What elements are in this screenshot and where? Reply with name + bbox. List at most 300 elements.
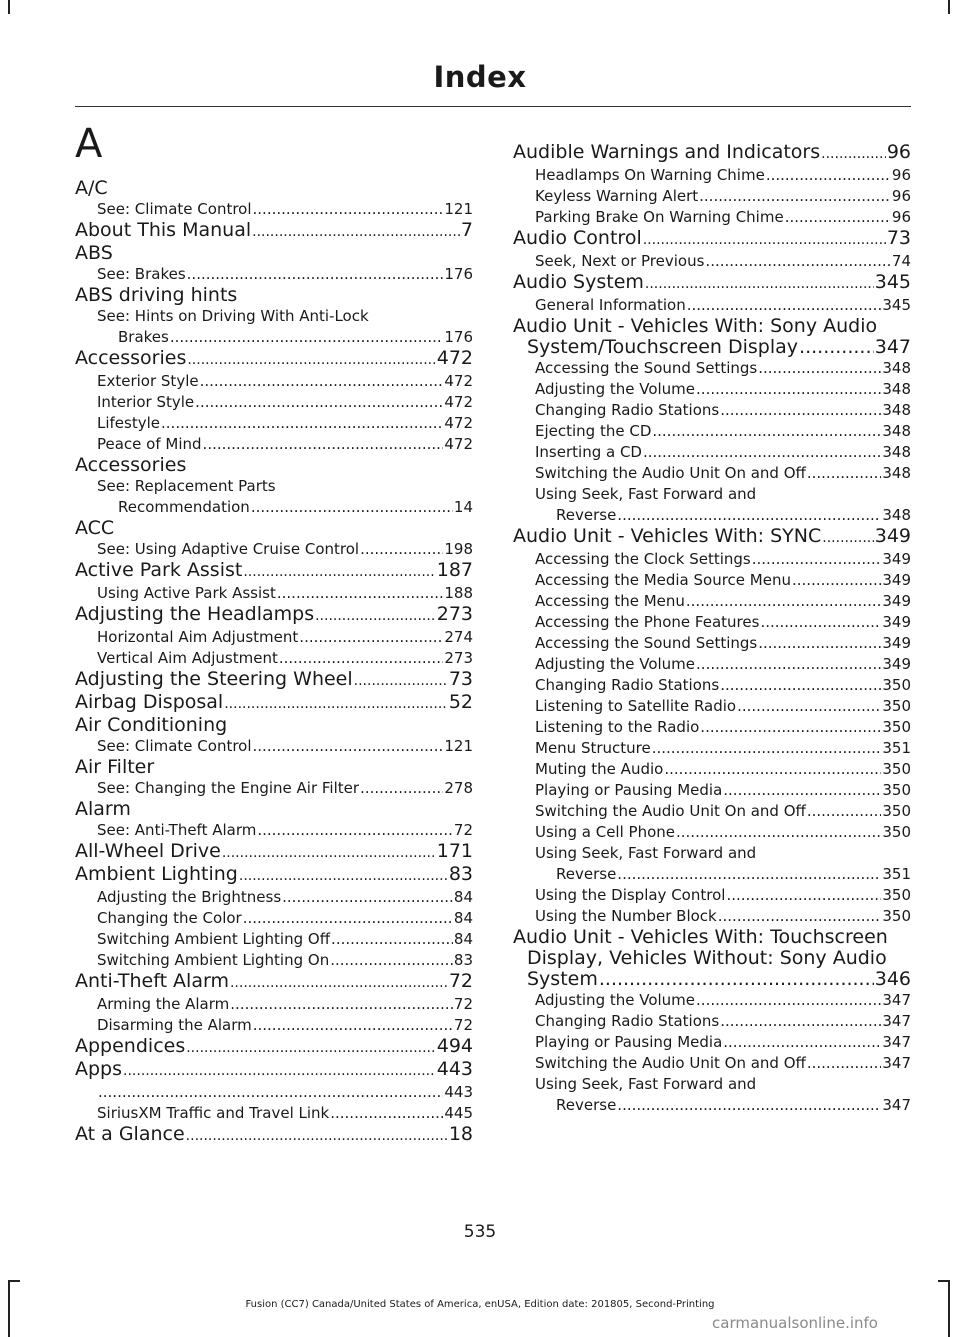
index-entry-page: 349 — [882, 655, 911, 673]
dot-leader — [253, 199, 444, 220]
dot-leader — [239, 866, 448, 887]
index-entry-title: Inserting a CD — [535, 443, 642, 461]
index-entry-title: Reverse — [556, 1096, 617, 1114]
index-entry-page: 176 — [444, 328, 473, 346]
index-entry-page: 171 — [436, 840, 473, 862]
index-entry-page: 349 — [882, 613, 911, 631]
dot-leader — [766, 165, 891, 186]
index-entry-heading: Air Conditioning — [75, 714, 228, 736]
index-entry — [513, 801, 911, 822]
index-entry — [75, 950, 473, 971]
index-entry — [513, 526, 911, 549]
index-entry-title: At a Glance — [75, 1123, 185, 1145]
index-entry-title: System/Touchscreen Display — [527, 336, 799, 358]
index-entry-page: 349 — [882, 550, 911, 568]
dot-leader — [696, 990, 881, 1011]
index-entry-page: 350 — [882, 781, 911, 799]
index-entry-title: Accessing the Phone Features — [535, 613, 760, 631]
dot-leader — [664, 759, 881, 780]
index-entry-page: 349 — [874, 525, 911, 547]
dot-leader — [807, 801, 882, 822]
index-entry-heading: Using Seek, Fast Forward and — [535, 1075, 757, 1093]
index-entry-page: 7 — [460, 219, 473, 241]
index-entry — [513, 864, 911, 885]
index-entry-page: 187 — [436, 559, 473, 581]
index-entry-title: Parking Brake On Warning Chime — [535, 208, 784, 226]
index-entry — [513, 251, 911, 272]
edition-footer: Fusion (CC7) Canada/United States of America, enUSA, Edition date: 201805, Second-Printing — [245, 1299, 715, 1310]
index-entry-title: Reverse — [556, 865, 617, 883]
index-entry-title: Vertical Aim Adjustment — [97, 649, 278, 667]
index-entry-title: Adjusting the Brightness — [97, 888, 282, 906]
index-entry — [513, 654, 911, 675]
index-entry-title: Adjusting the Steering Wheel — [75, 668, 353, 690]
index-entry-heading: Accessories — [75, 454, 187, 476]
index-entry — [513, 1053, 911, 1074]
dot-leader — [222, 843, 436, 864]
index-entry-heading: Audio Unit - Vehicles With: Sony Audio — [513, 315, 878, 337]
index-entry-title: Accessing the Menu — [535, 592, 685, 610]
index-entry — [75, 327, 473, 348]
index-entry — [75, 908, 473, 929]
dot-leader — [696, 379, 881, 400]
dot-leader — [617, 1095, 881, 1116]
dot-leader — [687, 295, 882, 316]
index-entry-page: 349 — [882, 634, 911, 652]
dot-leader — [758, 358, 881, 379]
index-entry-page: 345 — [882, 296, 911, 314]
dot-leader — [243, 908, 453, 929]
index-entry-title: Anti-Theft Alarm — [75, 970, 229, 992]
index-entry — [513, 738, 911, 759]
index-entry — [75, 539, 473, 560]
index-entry-title: Audio System — [513, 271, 644, 293]
index-entry-page: 472 — [444, 372, 473, 390]
watermark: carmanualsonline.info — [712, 1314, 878, 1332]
dot-leader — [230, 994, 453, 1015]
dot-leader — [186, 1126, 448, 1147]
index-entry-page: 96 — [886, 141, 911, 163]
dot-leader — [699, 186, 891, 207]
dot-leader — [807, 463, 882, 484]
index-entry-title: Listening to the Radio — [535, 718, 700, 736]
index-entry-title: Accessing the Sound Settings — [535, 359, 758, 377]
index-entry-page: 14 — [453, 498, 473, 516]
crop-mark-top-left — [8, 0, 10, 14]
index-entry-title: Peace of Mind — [97, 435, 202, 453]
index-entry — [75, 497, 473, 518]
dot-leader — [161, 413, 443, 434]
index-entry-title: All-Wheel Drive — [75, 840, 221, 862]
index-entry-title: Audible Warnings and Indicators — [513, 141, 821, 163]
index-entry-page: 83 — [453, 951, 473, 969]
dot-leader — [705, 251, 890, 272]
index-entry-page: 347 — [882, 991, 911, 1009]
index-entry — [513, 1095, 911, 1116]
index-entry-title: See: Climate Control — [97, 200, 252, 218]
index-entry-page: 350 — [882, 907, 911, 925]
index-entry — [75, 669, 473, 692]
index-entry-page: 347 — [882, 1096, 911, 1114]
index-entry-title: Horizontal Aim Adjustment — [97, 628, 299, 646]
index-entry — [513, 186, 911, 207]
index-entry-page: 351 — [882, 865, 911, 883]
crop-mark-top-right — [948, 0, 950, 14]
index-entry-page: 347 — [882, 1012, 911, 1030]
index-entry — [513, 591, 911, 612]
index-entry — [75, 778, 473, 799]
index-entry-title: Keyless Warning Alert — [535, 187, 699, 205]
dot-leader — [331, 929, 453, 950]
dot-leader — [279, 648, 444, 669]
dot-leader — [98, 1082, 443, 1103]
page-title: Index — [433, 60, 527, 94]
index-entry-page: 348 — [882, 380, 911, 398]
dot-leader — [253, 736, 444, 757]
index-entry-page: 84 — [453, 930, 473, 948]
index-entry-title: Using the Number Block — [535, 907, 717, 925]
index-entry — [513, 337, 911, 358]
index-entry-title: Switching Ambient Lighting Off — [97, 930, 331, 948]
dot-leader — [224, 694, 448, 715]
index-entry-page: 72 — [453, 1016, 473, 1034]
dot-leader — [360, 778, 443, 799]
dot-leader — [652, 738, 882, 759]
index-entry-title: See: Climate Control — [97, 737, 252, 755]
index-entry-page: 18 — [448, 1123, 473, 1145]
dot-leader — [821, 144, 886, 165]
index-entry-page: 348 — [882, 443, 911, 461]
index-entry-heading: A/C — [75, 177, 108, 199]
index-entry-title: Muting the Audio — [535, 760, 664, 778]
index-entry-page: 350 — [882, 823, 911, 841]
index-list-right — [513, 142, 911, 1116]
index-entry-page: 349 — [882, 592, 911, 610]
index-entry-page: 121 — [444, 737, 473, 755]
index-entry-title: Airbag Disposal — [75, 691, 224, 713]
index-entry-page: 72 — [448, 970, 473, 992]
index-entry-page: 347 — [882, 1033, 911, 1051]
index-entry — [513, 969, 911, 990]
index-entry-page: 274 — [444, 628, 473, 646]
page-number: 535 — [463, 1222, 497, 1242]
index-entry — [513, 165, 911, 186]
dot-leader — [200, 371, 444, 392]
index-entry-title: Switching Ambient Lighting On — [97, 951, 330, 969]
index-entry-page: 348 — [882, 422, 911, 440]
index-entry-page: 84 — [453, 909, 473, 927]
index-entry — [75, 1124, 473, 1147]
dot-leader — [799, 337, 874, 358]
index-entry — [513, 717, 911, 738]
index-entry — [75, 1036, 473, 1059]
index-entry — [75, 604, 473, 627]
index-entry-title: SiriusXM Traffic and Travel Link — [97, 1104, 330, 1122]
dot-leader — [251, 497, 453, 518]
index-entry-title: Ambient Lighting — [75, 863, 238, 885]
dot-leader — [299, 627, 443, 648]
index-entry — [75, 264, 473, 285]
index-entry — [513, 228, 911, 251]
index-entry — [513, 142, 911, 165]
index-entry — [75, 371, 473, 392]
index-entry — [75, 692, 473, 715]
dot-leader — [243, 562, 435, 583]
index-entry — [75, 220, 473, 243]
dot-leader — [360, 539, 443, 560]
dot-leader — [354, 671, 448, 692]
index-entry-title: See: Brakes — [97, 265, 186, 283]
index-entry — [513, 570, 911, 591]
index-entry — [513, 633, 911, 654]
index-entry-title: Playing or Pausing Media — [535, 781, 723, 799]
dot-leader — [686, 591, 881, 612]
index-entry-title: Changing Radio Stations — [535, 676, 720, 694]
dot-leader — [315, 606, 436, 627]
index-entry-heading: Using Seek, Fast Forward and — [535, 844, 757, 862]
index-entry-title: Accessing the Media Source Menu — [535, 571, 791, 589]
index-entry-title: Changing Radio Stations — [535, 401, 720, 419]
index-entry — [513, 885, 911, 906]
dot-leader — [599, 969, 874, 990]
dot-leader — [282, 887, 453, 908]
index-entry-page: 96 — [891, 166, 911, 184]
index-entry — [75, 994, 473, 1015]
dot-leader — [720, 675, 881, 696]
crop-mark-bottom-right-h — [938, 1280, 950, 1282]
index-entry-heading: ACC — [75, 517, 115, 539]
index-entry-title: Adjusting the Headlamps — [75, 603, 315, 625]
index-entry-title: Adjusting the Volume — [535, 991, 696, 1009]
index-entry-page: 83 — [448, 863, 473, 885]
index-entry-title: Recommendation — [118, 498, 250, 516]
dot-leader — [643, 442, 881, 463]
index-entry-page: 273 — [436, 603, 473, 625]
index-entry — [513, 505, 911, 526]
index-entry — [513, 780, 911, 801]
dot-leader — [123, 1061, 436, 1082]
index-entry-page: 278 — [444, 779, 473, 797]
index-entry-title: Headlamps On Warning Chime — [535, 166, 765, 184]
dot-leader — [676, 822, 881, 843]
index-entry-page: 348 — [882, 464, 911, 482]
index-entry-page: 188 — [444, 584, 473, 602]
index-entry-page: 73 — [886, 227, 911, 249]
index-entry-heading: Display, Vehicles Without: Sony Audio — [527, 947, 887, 969]
index-entry-title: Accessing the Clock Settings — [535, 550, 751, 568]
index-entry — [75, 392, 473, 413]
index-entry-page: 72 — [453, 821, 473, 839]
index-entry-title: General Information — [535, 296, 686, 314]
index-column-left — [75, 118, 473, 1147]
dot-leader — [723, 1032, 881, 1053]
index-entry-title: Audio Unit - Vehicles With: SYNC — [513, 525, 822, 547]
index-entry-page: 472 — [444, 435, 473, 453]
dot-leader — [807, 1053, 882, 1074]
index-entry — [75, 583, 473, 604]
index-column-right — [513, 118, 911, 1116]
index-entry-page: 350 — [882, 697, 911, 715]
index-entry-page: 347 — [874, 336, 911, 358]
index-entry-page: 121 — [444, 200, 473, 218]
index-entry-page: 443 — [444, 1083, 473, 1101]
index-entry-page: 73 — [448, 668, 473, 690]
index-entry — [513, 822, 911, 843]
index-entry — [75, 1082, 473, 1103]
index-entry-title: Arming the Alarm — [97, 995, 230, 1013]
index-entry-title: Changing the Color — [97, 909, 242, 927]
index-entry-page: 350 — [882, 718, 911, 736]
index-entry-page: 84 — [453, 888, 473, 906]
index-entry-heading: See: Hints on Driving With Anti-Lock — [97, 307, 369, 325]
index-entry — [75, 434, 473, 455]
index-entry-page: 351 — [882, 739, 911, 757]
dot-leader — [785, 207, 891, 228]
index-entry-title: Using a Cell Phone — [535, 823, 675, 841]
index-entry — [75, 1059, 473, 1082]
index-entry-page: 176 — [444, 265, 473, 283]
index-entry-title: Ejecting the CD — [535, 422, 652, 440]
index-entry-title: Changing Radio Stations — [535, 1012, 720, 1030]
index-entry-heading: ABS — [75, 242, 113, 264]
index-entry-page: 273 — [444, 649, 473, 667]
index-entry — [513, 549, 911, 570]
index-entry-page: 443 — [436, 1058, 473, 1080]
index-entry-title: Using the Display Control — [535, 886, 726, 904]
dot-leader — [720, 1011, 881, 1032]
index-entry-title: Lifestyle — [97, 414, 161, 432]
dot-leader — [718, 906, 882, 927]
index-entry-title: Accessing the Sound Settings — [535, 634, 758, 652]
index-entry-page: 350 — [882, 760, 911, 778]
index-entry-page: 494 — [436, 1035, 473, 1057]
index-entry — [75, 864, 473, 887]
dot-leader — [752, 549, 882, 570]
index-entry — [513, 612, 911, 633]
index-entry — [513, 759, 911, 780]
index-entry-title: System — [527, 968, 598, 990]
dot-leader — [253, 1015, 453, 1036]
index-entry — [75, 820, 473, 841]
index-entry-title: Exterior Style — [97, 372, 199, 390]
index-list-left — [75, 178, 473, 1147]
index-entry — [513, 990, 911, 1011]
dot-leader — [700, 717, 881, 738]
index-entry-title: Disarming the Alarm — [97, 1016, 252, 1034]
dot-leader — [758, 633, 881, 654]
index-entry-title: Appendices — [75, 1035, 186, 1057]
index-entry-title: Accessories — [75, 347, 187, 369]
index-entry-title: Adjusting the Volume — [535, 380, 696, 398]
index-entry-page: 350 — [882, 886, 911, 904]
index-entry-page: 472 — [444, 393, 473, 411]
index-entry — [75, 1015, 473, 1036]
dot-leader — [760, 612, 881, 633]
index-entry-heading: Audio Unit - Vehicles With: Touchscreen — [513, 926, 888, 948]
dot-leader — [652, 421, 881, 442]
index-entry — [75, 648, 473, 669]
dot-leader — [822, 528, 873, 549]
index-entry-page: 72 — [453, 995, 473, 1013]
index-entry — [75, 560, 473, 583]
index-entry-page: 349 — [882, 571, 911, 589]
index-entry — [75, 413, 473, 434]
index-entry-title: About This Manual — [75, 219, 252, 241]
index-entry — [75, 627, 473, 648]
index-entry-heading: See: Replacement Parts — [97, 477, 276, 495]
index-entry-title: Switching the Audio Unit On and Off — [535, 464, 806, 482]
index-entry-page: 346 — [874, 968, 911, 990]
dot-leader — [330, 1103, 443, 1124]
dot-leader — [230, 973, 448, 994]
index-entry-page: 52 — [448, 691, 473, 713]
dot-leader — [723, 780, 881, 801]
dot-leader — [617, 505, 881, 526]
index-entry — [513, 696, 911, 717]
index-entry-title: Using Active Park Assist — [97, 584, 276, 602]
index-entry-title: See: Anti-Theft Alarm — [97, 821, 257, 839]
index-entry-title: Interior Style — [97, 393, 195, 411]
index-entry — [513, 207, 911, 228]
dot-leader — [252, 222, 460, 243]
index-entry — [75, 971, 473, 994]
index-entry — [513, 1011, 911, 1032]
crop-mark-bottom-left-h — [8, 1280, 20, 1282]
index-entry-title: Switching the Audio Unit On and Off — [535, 802, 806, 820]
index-entry-title: Listening to Satellite Radio — [535, 697, 737, 715]
index-entry — [75, 1103, 473, 1124]
dot-leader — [195, 392, 443, 413]
index-entry-page: 96 — [891, 187, 911, 205]
index-entry — [75, 929, 473, 950]
dot-leader — [617, 864, 881, 885]
dot-leader — [187, 264, 444, 285]
index-entry-page: 348 — [882, 506, 911, 524]
dot-leader — [203, 434, 444, 455]
index-entry — [513, 442, 911, 463]
dot-leader — [186, 1038, 436, 1059]
index-entry — [513, 358, 911, 379]
index-entry-page: 472 — [444, 414, 473, 432]
index-entry-heading: Alarm — [75, 798, 131, 820]
index-entry-page: 348 — [882, 401, 911, 419]
dot-leader — [720, 400, 881, 421]
dot-leader — [737, 696, 881, 717]
index-entry — [513, 400, 911, 421]
dot-leader — [170, 327, 444, 348]
index-entry — [513, 379, 911, 400]
index-entry — [513, 675, 911, 696]
index-entry-title: Apps — [75, 1058, 123, 1080]
index-entry-title: See: Changing the Engine Air Filter — [97, 779, 360, 797]
index-entry-title: Reverse — [556, 506, 617, 524]
index-entry-page: 347 — [882, 1054, 911, 1072]
dot-leader — [187, 350, 435, 371]
index-entry — [75, 736, 473, 757]
index-entry-page: 350 — [882, 676, 911, 694]
index-entry — [513, 295, 911, 316]
index-entry-page: 445 — [444, 1104, 473, 1122]
index-entry — [513, 906, 911, 927]
header-divider — [75, 106, 911, 107]
dot-leader — [257, 820, 453, 841]
index-entry-title: Switching the Audio Unit On and Off — [535, 1054, 806, 1072]
dot-leader — [643, 230, 886, 251]
index-entry — [513, 421, 911, 442]
index-entry-page: 345 — [874, 271, 911, 293]
dot-leader — [645, 274, 874, 295]
index-entry-heading: Using Seek, Fast Forward and — [535, 485, 757, 503]
